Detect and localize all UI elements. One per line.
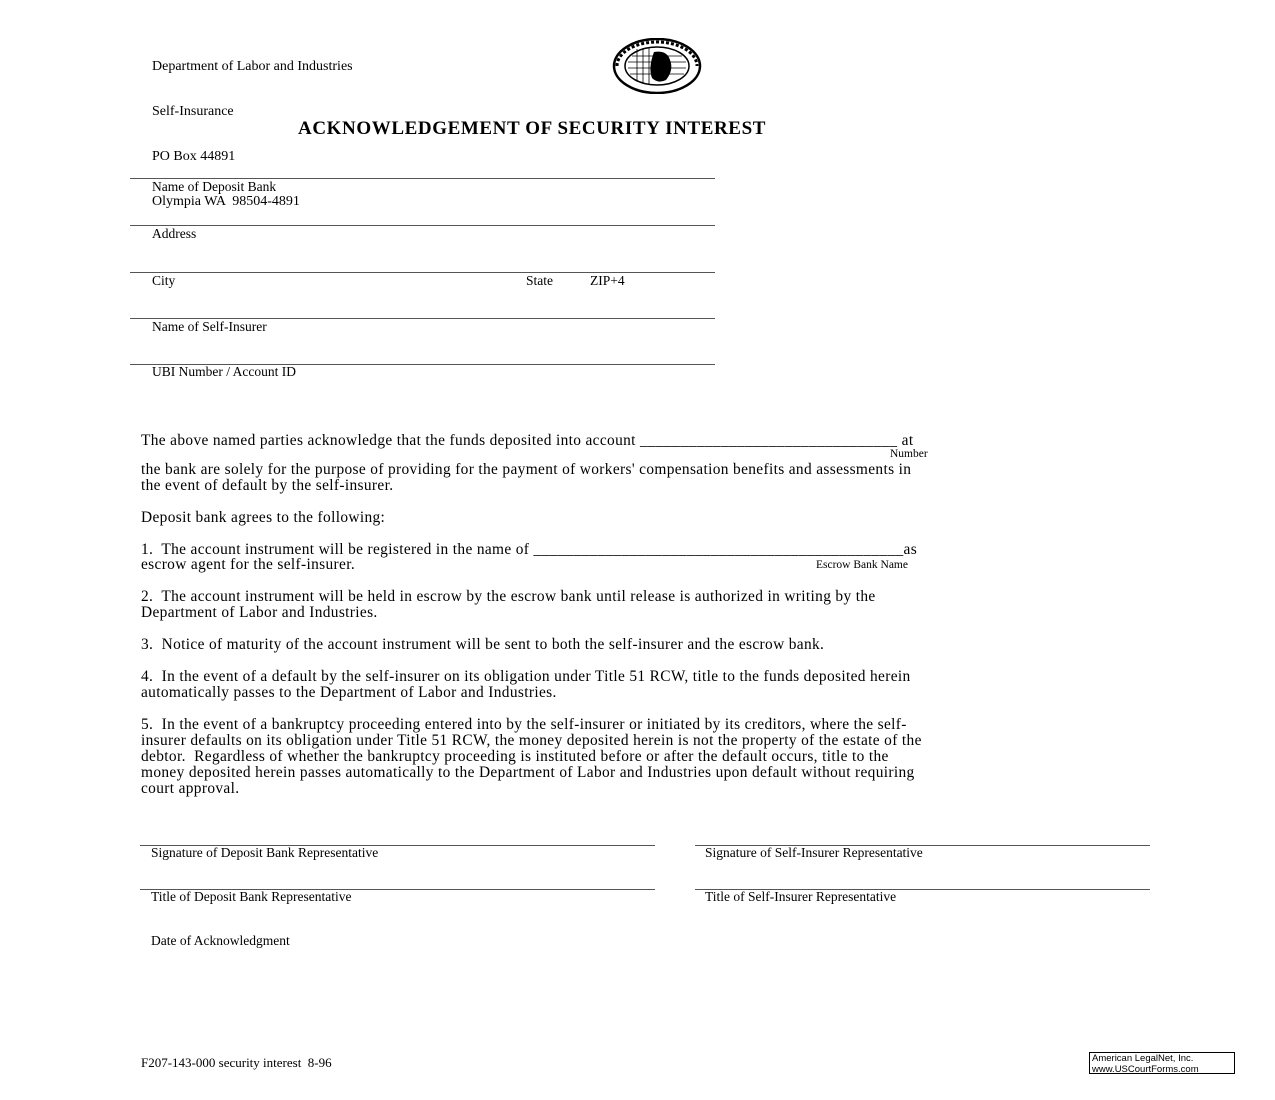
item-line: court approval. — [141, 780, 240, 797]
state-label: State — [526, 273, 553, 288]
form-id: F207-143-000 security interest 8-96 — [141, 1055, 332, 1070]
ubi-label: UBI Number / Account ID — [152, 364, 296, 379]
field-line — [130, 272, 715, 273]
address-line: Olympia WA 98504-4891 — [152, 194, 300, 209]
address-line: Department of Labor and Industries — [152, 59, 353, 74]
bank-signature-label: Signature of Deposit Bank Representative — [151, 845, 379, 860]
item-line: Department of Labor and Industries. — [141, 604, 378, 621]
badge-line: www.USCourtForms.com — [1092, 1063, 1199, 1075]
zip-label: ZIP+4 — [590, 273, 625, 288]
agrees-text: Deposit bank agrees to the following: — [141, 509, 386, 526]
intro-line: the event of default by the self-insurer. — [141, 477, 394, 494]
field-line — [130, 225, 715, 226]
item-line: money deposited herein passes automatically to the Department of Labor and Industries upon default without requiring — [141, 764, 915, 781]
address-line: Self-Insurance — [152, 104, 234, 119]
escrow-caption: Escrow Bank Name — [816, 559, 908, 571]
intro-line: The above named parties acknowledge that the funds deposited into account ________________________________ at — [141, 432, 914, 449]
item-line: 3. Notice of maturity of the account instrument will be sent to both the self-insurer and the escrow bank. — [141, 636, 825, 653]
item-line: automatically passes to the Department of Labor and Industries. — [141, 684, 557, 701]
date-label: Date of Acknowledgment — [151, 933, 290, 948]
item-line: 5. In the event of a bankruptcy proceeding entered into by the self-insurer or initiated by its creditors, where the self- — [141, 716, 907, 733]
insurer-title-label: Title of Self-Insurer Representative — [705, 889, 897, 904]
bank-title-label: Title of Deposit Bank Representative — [151, 889, 352, 904]
badge-line: American LegalNet, Inc. — [1092, 1053, 1194, 1064]
deposit-bank-label: Name of Deposit Bank — [152, 179, 277, 194]
publisher-badge — [1089, 1052, 1235, 1074]
page-title: ACKNOWLEDGEMENT OF SECURITY INTEREST — [298, 118, 767, 139]
address-label: Address — [152, 226, 197, 241]
item-line: 1. The account instrument will be registered in the name of ______________________________________________as — [141, 541, 918, 558]
intro-line: the bank are solely for the purpose of providing for the payment of workers' compensation benefits and assessments in — [141, 461, 912, 478]
city-label: City — [152, 273, 176, 288]
insurer-signature-label: Signature of Self-Insurer Representative — [705, 845, 923, 860]
self-insurer-label: Name of Self-Insurer — [152, 319, 267, 334]
address-line: PO Box 44891 — [152, 149, 236, 164]
number-caption: Number — [890, 448, 928, 460]
item-line: 2. The account instrument will be held in escrow by the escrow bank until release is authorized in writing by the — [141, 588, 876, 605]
item-line: insurer defaults on its obligation under Title 51 RCW, the money deposited herein is not the property of the estate of the — [141, 732, 922, 749]
item-line: escrow agent for the self-insurer. — [141, 556, 356, 573]
state-seal-icon — [612, 38, 704, 94]
item-line: 4. In the event of a default by the self-insurer on its obligation under Title 51 RCW, title to the funds deposited herein — [141, 668, 911, 685]
item-line: debtor. Regardless of whether the bankruptcy proceeding is instituted before or after the default occurs, title to the — [141, 748, 889, 765]
